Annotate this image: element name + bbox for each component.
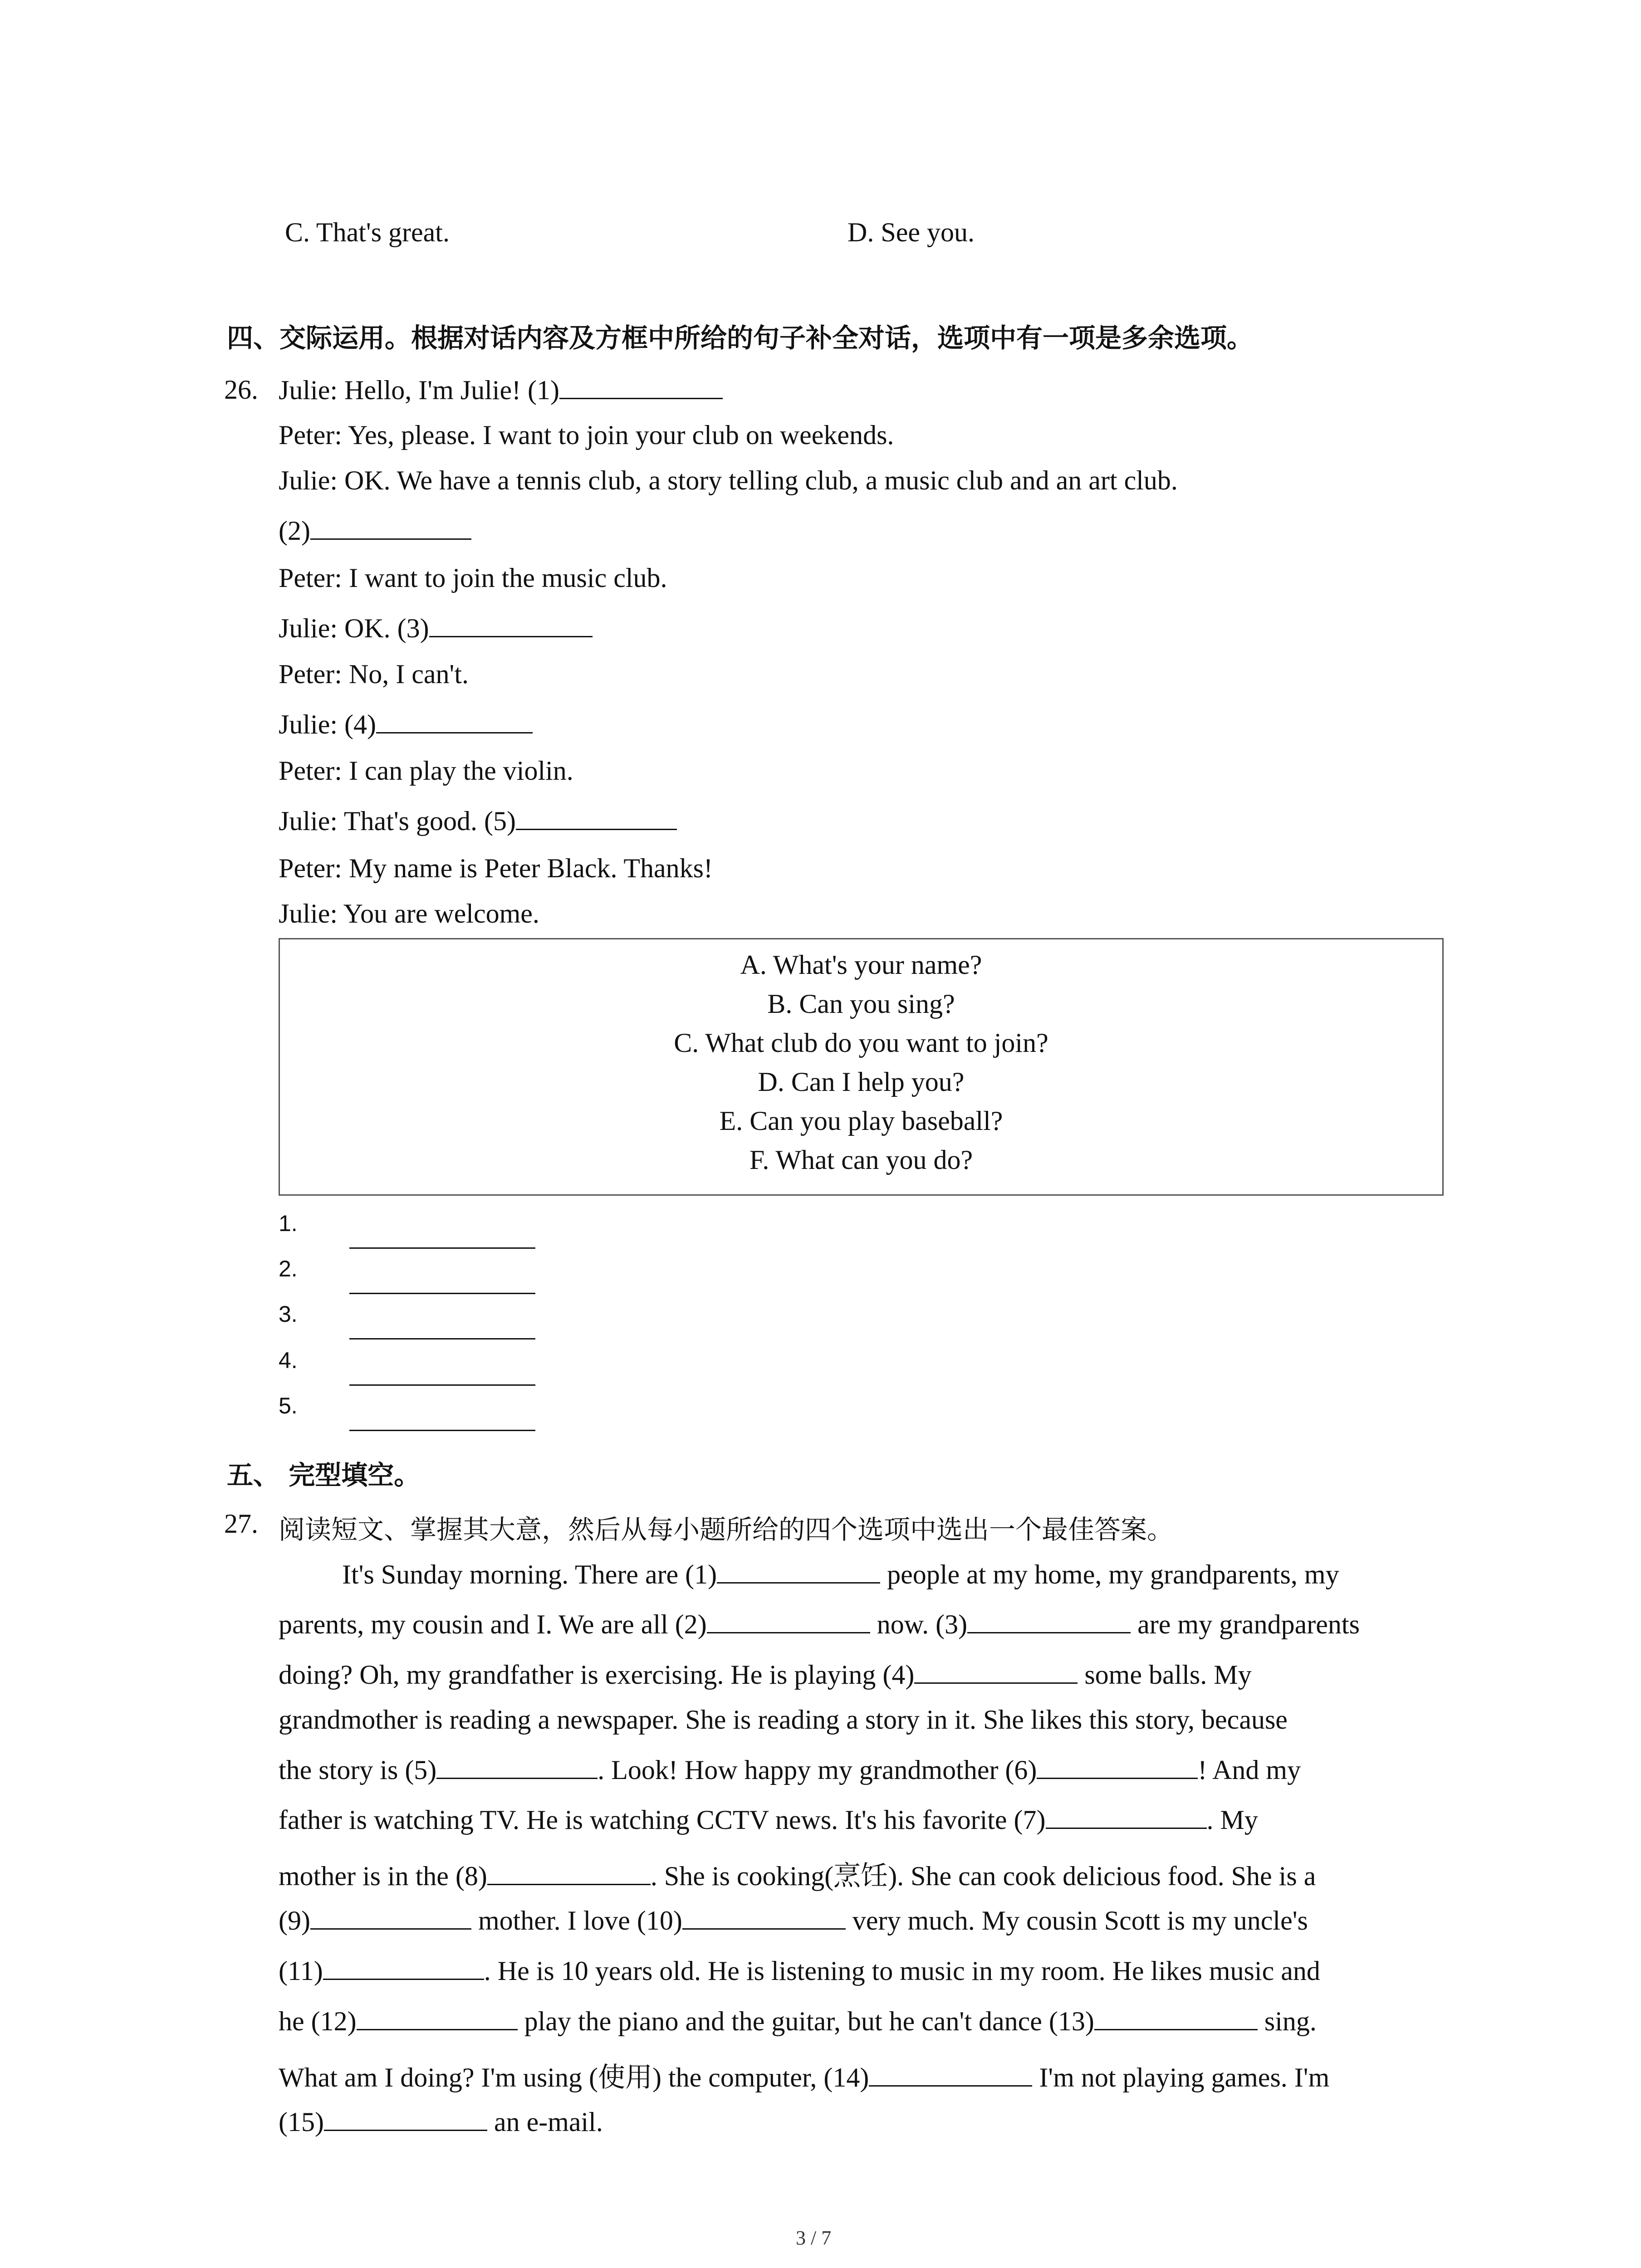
answer-label-5: 5. [279,1393,298,1418]
section-4-heading: 四、交际运用。根据对话内容及方框中所给的句子补全对话，选项中有一项是多余选项。 [227,323,1254,353]
passage-blank-3 [967,1608,1131,1633]
page-number: 3 / 7 [796,2227,832,2249]
dialogue-line-10 [279,805,677,837]
section-5-heading: 五、 完型填空。 [227,1460,421,1491]
passage-line-10 [279,2005,1317,2037]
passage-line-6 [279,1804,1258,1836]
passage-text: parents, my cousin and I. We are all (2) [279,1609,707,1639]
passage-line-9 [279,1955,1320,1987]
dialogue-line-5: Peter: I want to join the music club. [279,563,667,593]
passage-line-2 [279,1608,1360,1640]
dialogue-line-6 [279,612,593,644]
option-e: E. Can you play baseball? [719,1106,1003,1136]
passage-blank-2 [707,1608,870,1633]
passage-text: the story is (5) [279,1755,437,1785]
dialogue-text: Julie: OK. (3) [279,613,429,643]
passage-text: (15) [279,2107,324,2137]
passage-blank-15 [324,2106,487,2131]
passage-blank-8 [487,1860,651,1885]
passage-text: . He is 10 years old. He is listening to music in my room. He likes music and [484,1956,1320,1986]
answer-label-2: 2. [279,1256,298,1281]
blank-3 [429,612,593,637]
passage-blank-11 [323,1955,484,1980]
blank-1 [559,374,723,399]
dialogue-line-2: Peter: Yes, please. I want to join your club on weekends. [279,420,894,450]
passage-blank-13 [1094,2005,1258,2030]
passage-text: ! And my [1198,1755,1301,1785]
dialogue-line-11: Peter: My name is Peter Black. Thanks! [279,853,713,883]
passage-line-5 [279,1754,1301,1786]
passage-text: What am I doing? I'm using (使用) the computer, (14) [279,2063,869,2092]
passage-blank-10 [682,1905,846,1930]
dialogue-text: Julie: That's good. (5) [279,806,516,836]
option-d: D. See you. [847,217,975,247]
dialogue-line-8 [279,709,533,740]
passage-blank-6 [1037,1754,1198,1779]
passage-text: . My [1206,1805,1258,1835]
dialogue-line-12: Julie: You are welcome. [279,899,539,929]
passage-text: an e-mail. [487,2107,603,2137]
passage-blank-5 [436,1754,598,1779]
passage-text: doing? Oh, my grandfather is exercising. He is playing (4) [279,1660,915,1690]
passage-blank-4 [914,1659,1078,1684]
option-c: C. What club do you want to join? [674,1028,1048,1058]
option-c: C. That's great. [285,217,450,247]
answer-line-5[interactable] [349,1430,535,1431]
option-b: B. Can you sing? [767,989,955,1019]
passage-line-12 [279,2106,603,2138]
dialogue-text: (2) [279,516,310,546]
passage-text: some balls. My [1078,1660,1252,1690]
passage-line-4 [279,1704,1288,1735]
dialogue-line-1 [279,374,723,406]
passage-line-3 [279,1659,1252,1691]
answer-label-3: 3. [279,1301,298,1327]
dialogue-line-9: Peter: I can play the violin. [279,756,573,786]
passage-text: very much. My cousin Scott is my uncle's [845,1906,1308,1936]
passage-text: now. (3) [870,1609,968,1639]
passage-text: mother. I love (10) [471,1906,682,1936]
passage-text: grandmother is reading a newspaper. She is reading a story in it. She likes this story, because [279,1705,1288,1735]
blank-4 [376,709,533,733]
passage-blank-9 [310,1905,471,1930]
question-27-instruction: 阅读短文、掌握其大意，然后从每小题所给的四个选项中选出一个最佳答案。 [279,1514,1174,1545]
dialogue-text: Julie: Hello, I'm Julie! (1) [279,375,560,405]
answer-line-1[interactable] [349,1247,535,1249]
answer-label-4: 4. [279,1348,298,1373]
passage-text: play the piano and the guitar, but he can't dance (13) [517,2006,1094,2036]
answer-label-1: 1. [279,1211,298,1236]
option-d: D. Can I help you? [758,1067,965,1097]
answer-line-3[interactable] [349,1338,535,1339]
passage-blank-7 [1046,1804,1207,1829]
passage-line-11 [279,2056,1329,2095]
answer-line-2[interactable] [349,1293,535,1294]
passage-text: . Look! How happy my grandmother (6) [598,1755,1037,1785]
dialogue-line-7: Peter: No, I can't. [279,659,469,689]
dialogue-line-3: Julie: OK. We have a tennis club, a story telling club, a music club and an art club. [279,465,1178,495]
passage-text: It's Sunday morning. There are (1) [342,1559,717,1589]
passage-line-1 [279,1559,1339,1590]
question-27-number: 27. [224,1509,258,1539]
passage-blank-14 [869,2062,1032,2087]
passage-line-7 [279,1854,1316,1893]
passage-text: . She is cooking(烹饪). She can cook delicious food. She is a [650,1861,1316,1891]
passage-text: mother is in the (8) [279,1861,487,1891]
passage-text: people at my home, my grandparents, my [880,1559,1339,1589]
passage-text: he (12) [279,2006,357,2036]
answer-line-4[interactable] [349,1384,535,1386]
passage-text: sing. [1257,2006,1317,2036]
passage-text: (11) [279,1956,323,1986]
passage-blank-12 [357,2005,518,2030]
dialogue-text: Julie: (4) [279,709,376,739]
passage-text: (9) [279,1906,310,1936]
dialogue-line-4 [279,515,471,547]
option-a: A. What's your name? [740,950,982,980]
blank-5 [516,805,677,830]
passage-text: are my grandparents [1131,1609,1360,1639]
passage-text: I'm not playing games. I'm [1032,2063,1330,2092]
passage-line-8 [279,1905,1308,1936]
blank-2 [310,515,471,540]
question-26-number: 26. [224,375,258,405]
options-box [279,938,1444,1196]
passage-text: father is watching TV. He is watching CCTV news. It's his favorite (7) [279,1805,1046,1835]
option-f: F. What can you do? [749,1145,973,1175]
passage-blank-1 [717,1559,880,1584]
